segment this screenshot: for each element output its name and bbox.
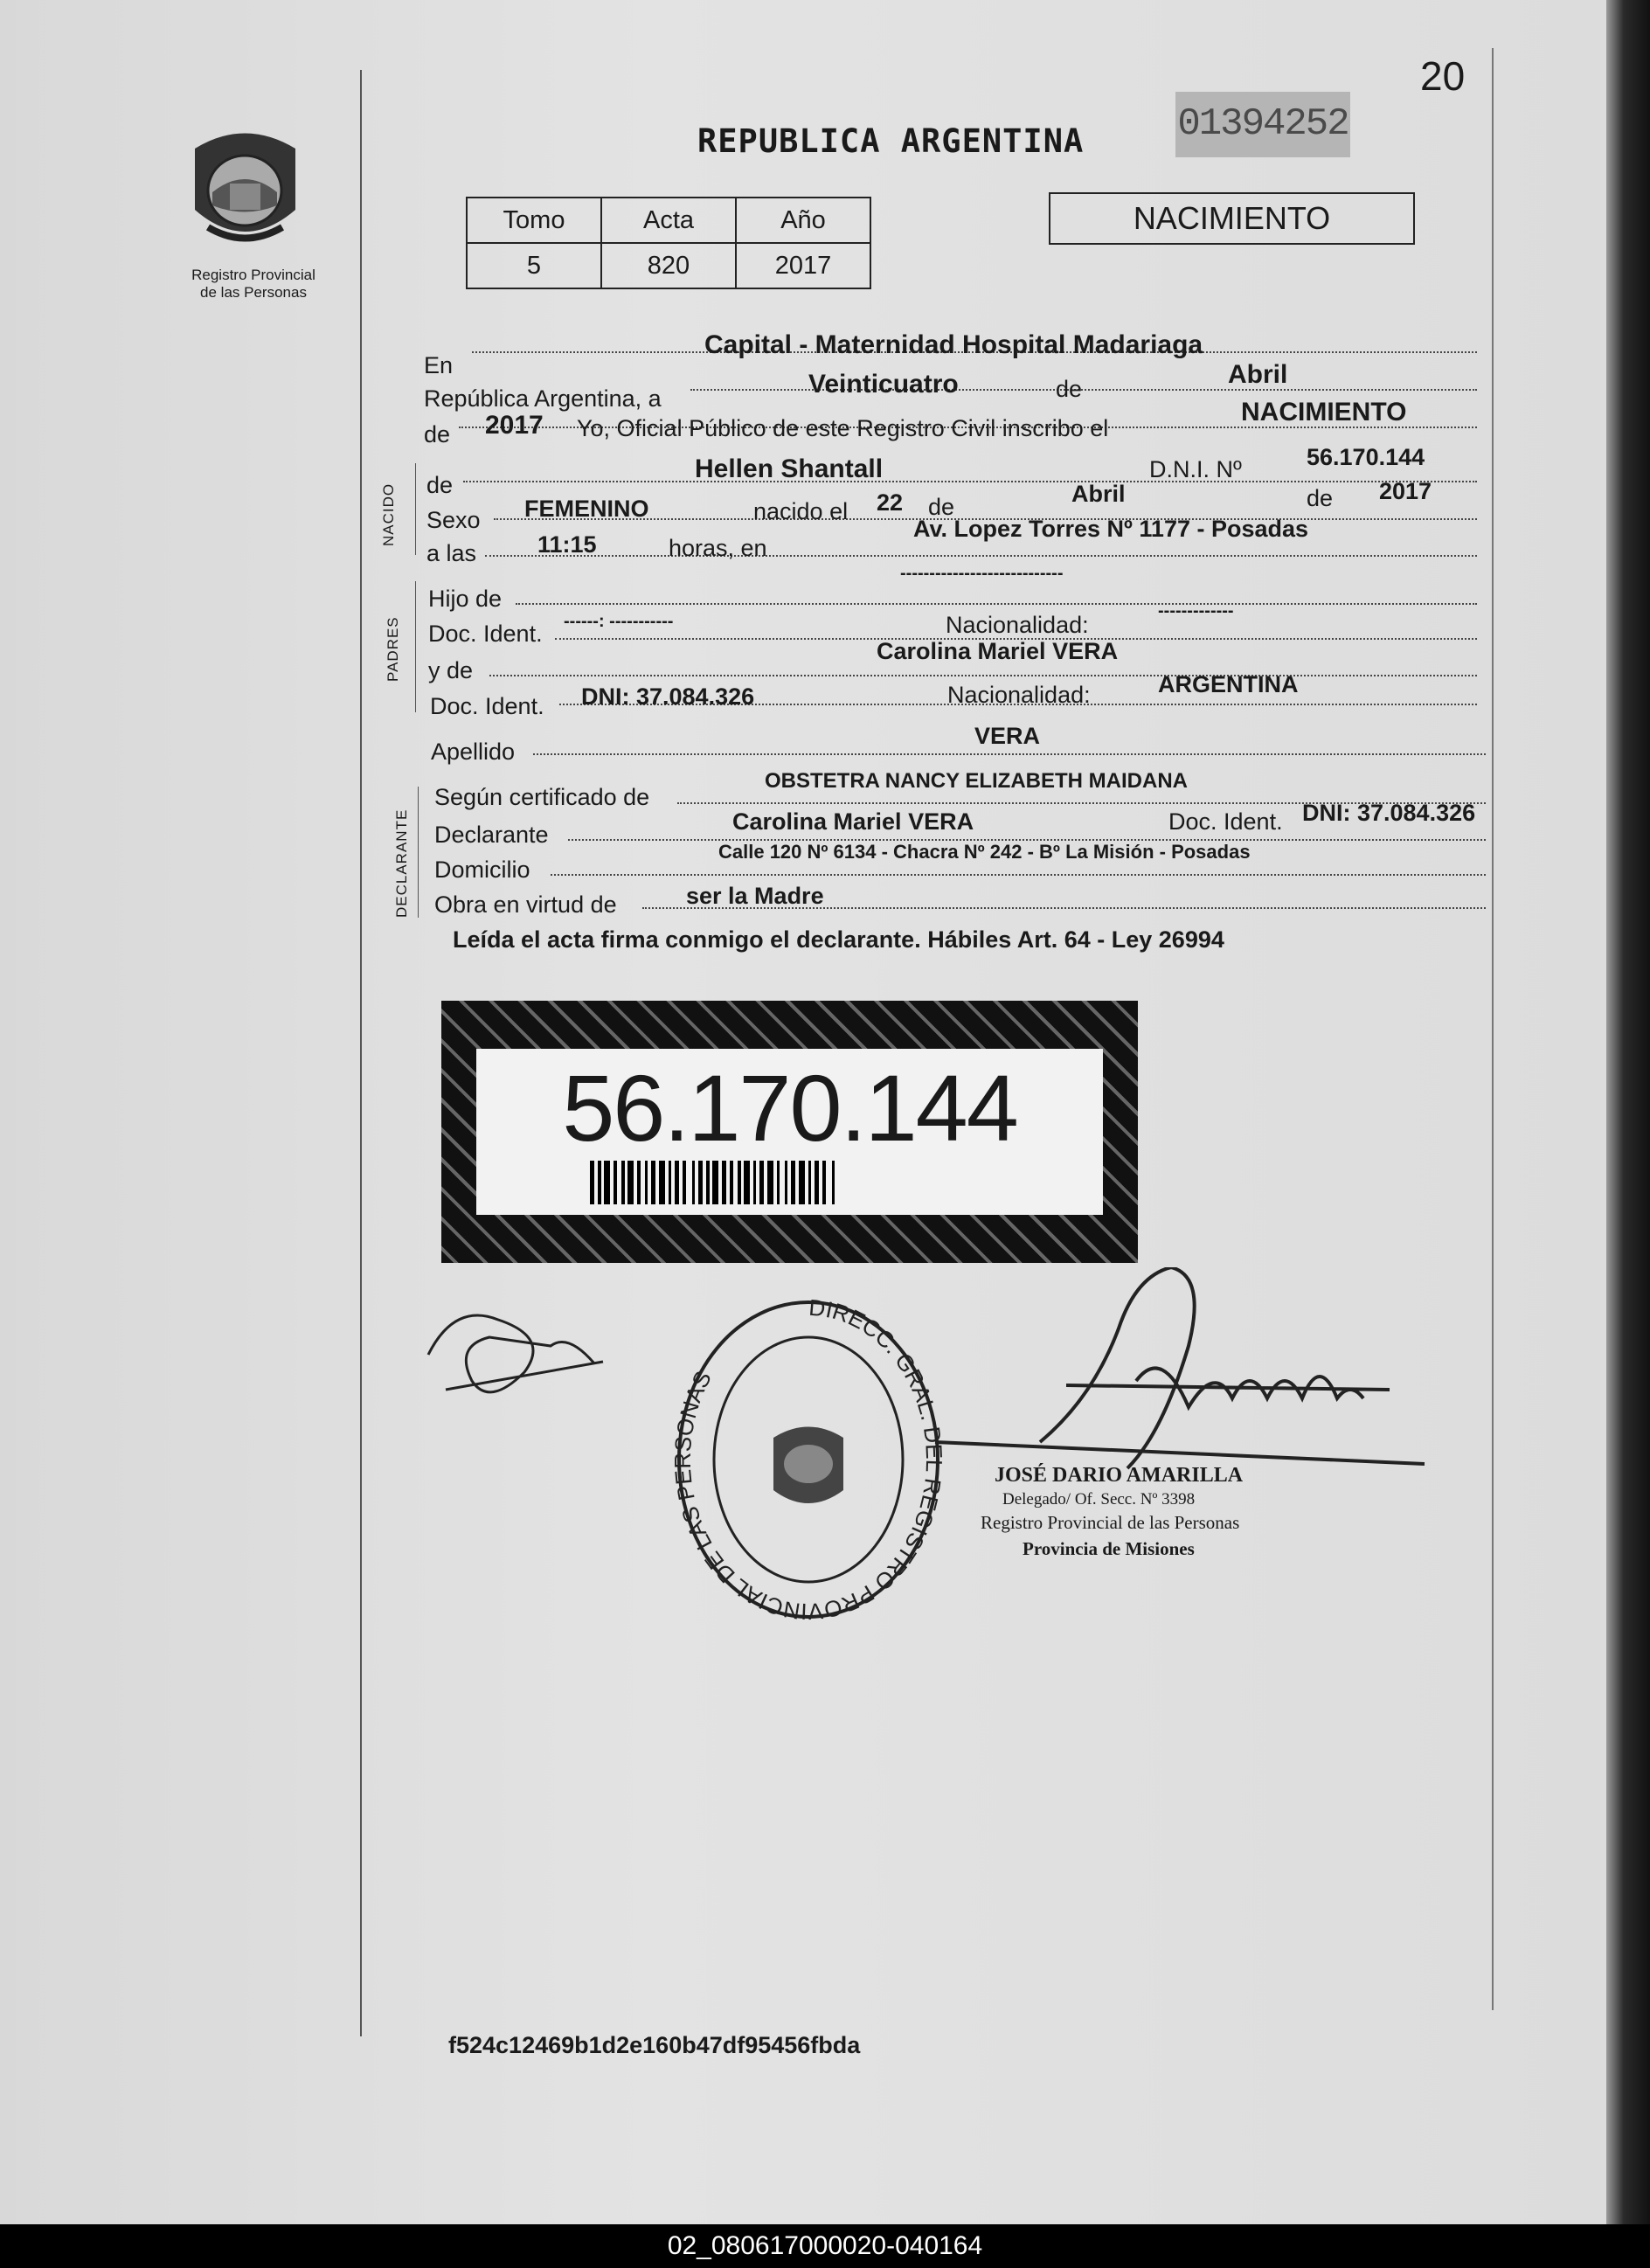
apellido-label: Apellido <box>431 739 516 765</box>
section-bracket <box>415 463 416 555</box>
horas-label: horas, en <box>669 535 767 561</box>
certificado-label: Según certificado de <box>434 784 650 810</box>
official-title: Delegado/ Of. Secc. Nº 3398 <box>1002 1490 1196 1509</box>
nacionalidad-label: Nacionalidad: <box>947 682 1091 708</box>
scan-edge <box>1606 0 1650 2224</box>
page-number: 20 <box>1420 53 1466 99</box>
document-hash: f524c12469b1d2e160b47df95456fbda <box>448 2032 861 2058</box>
month-value: Abril <box>1228 360 1288 389</box>
logo-caption-line2: de las Personas <box>200 284 307 301</box>
sexo-value: FEMENINO <box>524 496 649 522</box>
logo-caption <box>166 267 341 302</box>
dotted-line <box>516 603 1477 605</box>
obra-label: Obra en virtud de <box>434 891 617 918</box>
left-margin-line <box>360 70 362 2036</box>
dotted-line <box>489 675 1477 676</box>
nacido-label: nacido el <box>753 498 849 524</box>
doc-ident-label: Doc. Ident. <box>430 693 544 719</box>
day-value: Veinticuatro <box>808 370 959 399</box>
dotted-line <box>551 874 1486 876</box>
domicilio-label: Domicilio <box>434 857 530 883</box>
father-nationality: ------------- <box>1158 601 1234 621</box>
yde-label: y de <box>428 657 474 683</box>
section-bracket <box>415 581 416 712</box>
barcode-label <box>476 1049 1103 1215</box>
country-title: REPUBLICA ARGENTINA <box>697 122 1085 160</box>
table-header: Acta <box>601 198 736 243</box>
serial-number: 01394252 <box>1175 92 1350 157</box>
table-cell: 820 <box>601 243 736 288</box>
birth-place: Av. Lopez Torres Nº 1177 - Posadas <box>913 516 1309 542</box>
yo-label: Yo, Oficial Público de este Registro Civil inscribo el <box>577 415 1109 441</box>
role-value: ser la Madre <box>686 883 824 909</box>
dni-barcode-sticker <box>441 1001 1138 1263</box>
seal-ring-text: DIRECC. GRAL. DEL REGISTRO PROVINCIAL DE LAS PERSONAS <box>669 1294 948 1626</box>
section-label-declarante: DECLARANTE <box>393 808 410 918</box>
barcode-bars <box>590 1161 992 1204</box>
official-signature <box>900 1267 1442 1495</box>
barcode-number: 56.170.144 <box>562 1055 1017 1161</box>
birth-time: 11:15 <box>537 531 597 558</box>
birth-day: 22 <box>877 489 904 516</box>
declarant-name: Carolina Mariel VERA <box>732 808 974 835</box>
address-value: Calle 120 Nº 6134 - Chacra Nº 242 - Bº La Misión - Posadas <box>718 841 1251 863</box>
de-label: de <box>1056 376 1083 402</box>
de-label: de <box>1307 485 1334 511</box>
doc-ident-label: Doc. Ident. <box>1168 808 1283 835</box>
republica-label: República Argentina, a <box>424 385 662 412</box>
inscribo-value: NACIMIENTO <box>1241 398 1407 427</box>
table-header: Tomo <box>467 198 601 243</box>
place-value: Capital - Maternidad Hospital Madariaga <box>704 330 1203 359</box>
nacionalidad-label: Nacionalidad: <box>946 612 1089 638</box>
birth-month: Abril <box>1071 481 1126 507</box>
dni-label: D.N.I. Nº <box>1149 456 1242 482</box>
hijo-label: Hijo de <box>428 586 503 612</box>
de2-label: de <box>424 421 451 447</box>
birth-year: 2017 <box>1379 478 1432 504</box>
mother-doc: DNI: 37.084.326 <box>581 683 755 710</box>
registry-table <box>466 197 871 289</box>
logo-caption-line1: Registro Provincial <box>191 267 315 283</box>
declarant-doc: DNI: 37.084.326 <box>1302 800 1476 826</box>
year-value: 2017 <box>485 411 544 440</box>
declarante-label: Declarante <box>434 822 549 848</box>
declarant-signature <box>419 1285 612 1416</box>
alas-label: a las <box>426 540 477 566</box>
certificate-value: OBSTETRA NANCY ELIZABETH MAIDANA <box>765 769 1188 793</box>
newborn-name: Hellen Shantall <box>695 454 884 483</box>
surname-value: VERA <box>974 723 1041 749</box>
table-header: Año <box>736 198 870 243</box>
section-label-nacido: NACIDO <box>380 482 397 546</box>
father-name: ---------------------------- <box>900 564 1064 583</box>
dni-value: 56.170.144 <box>1307 444 1425 470</box>
mother-name: Carolina Mariel VERA <box>877 638 1119 664</box>
mother-nationality: ARGENTINA <box>1158 671 1299 697</box>
doc-ident-label: Doc. Ident. <box>428 621 543 647</box>
province-coat-of-arms-icon <box>186 122 304 253</box>
closing-statement: Leída el acta firma conmigo el declarante. Hábiles Art. 64 - Ley 26994 <box>453 926 1224 953</box>
dotted-line <box>463 481 1477 482</box>
table-cell: 5 <box>467 243 601 288</box>
de-label: de <box>928 494 955 520</box>
official-office: Registro Provincial de las Personas <box>981 1512 1240 1533</box>
dotted-line <box>485 555 1477 557</box>
official-name: JOSÉ DARIO AMARILLA <box>995 1464 1244 1487</box>
act-type-box: NACIMIENTO <box>1049 192 1415 245</box>
section-bracket <box>418 787 419 918</box>
table-cell: 2017 <box>736 243 870 288</box>
de-label: de <box>426 472 454 498</box>
right-margin-line <box>1492 48 1494 2010</box>
dotted-line <box>533 753 1486 755</box>
sexo-label: Sexo <box>426 507 481 533</box>
official-province: Provincia de Misiones <box>1023 1538 1195 1559</box>
en-label: En <box>424 352 454 378</box>
scan-footer-code: 02_080617000020-040164 <box>0 2224 1650 2268</box>
father-doc: ------: ----------- <box>564 612 674 631</box>
section-label-padres: PADRES <box>385 616 401 682</box>
